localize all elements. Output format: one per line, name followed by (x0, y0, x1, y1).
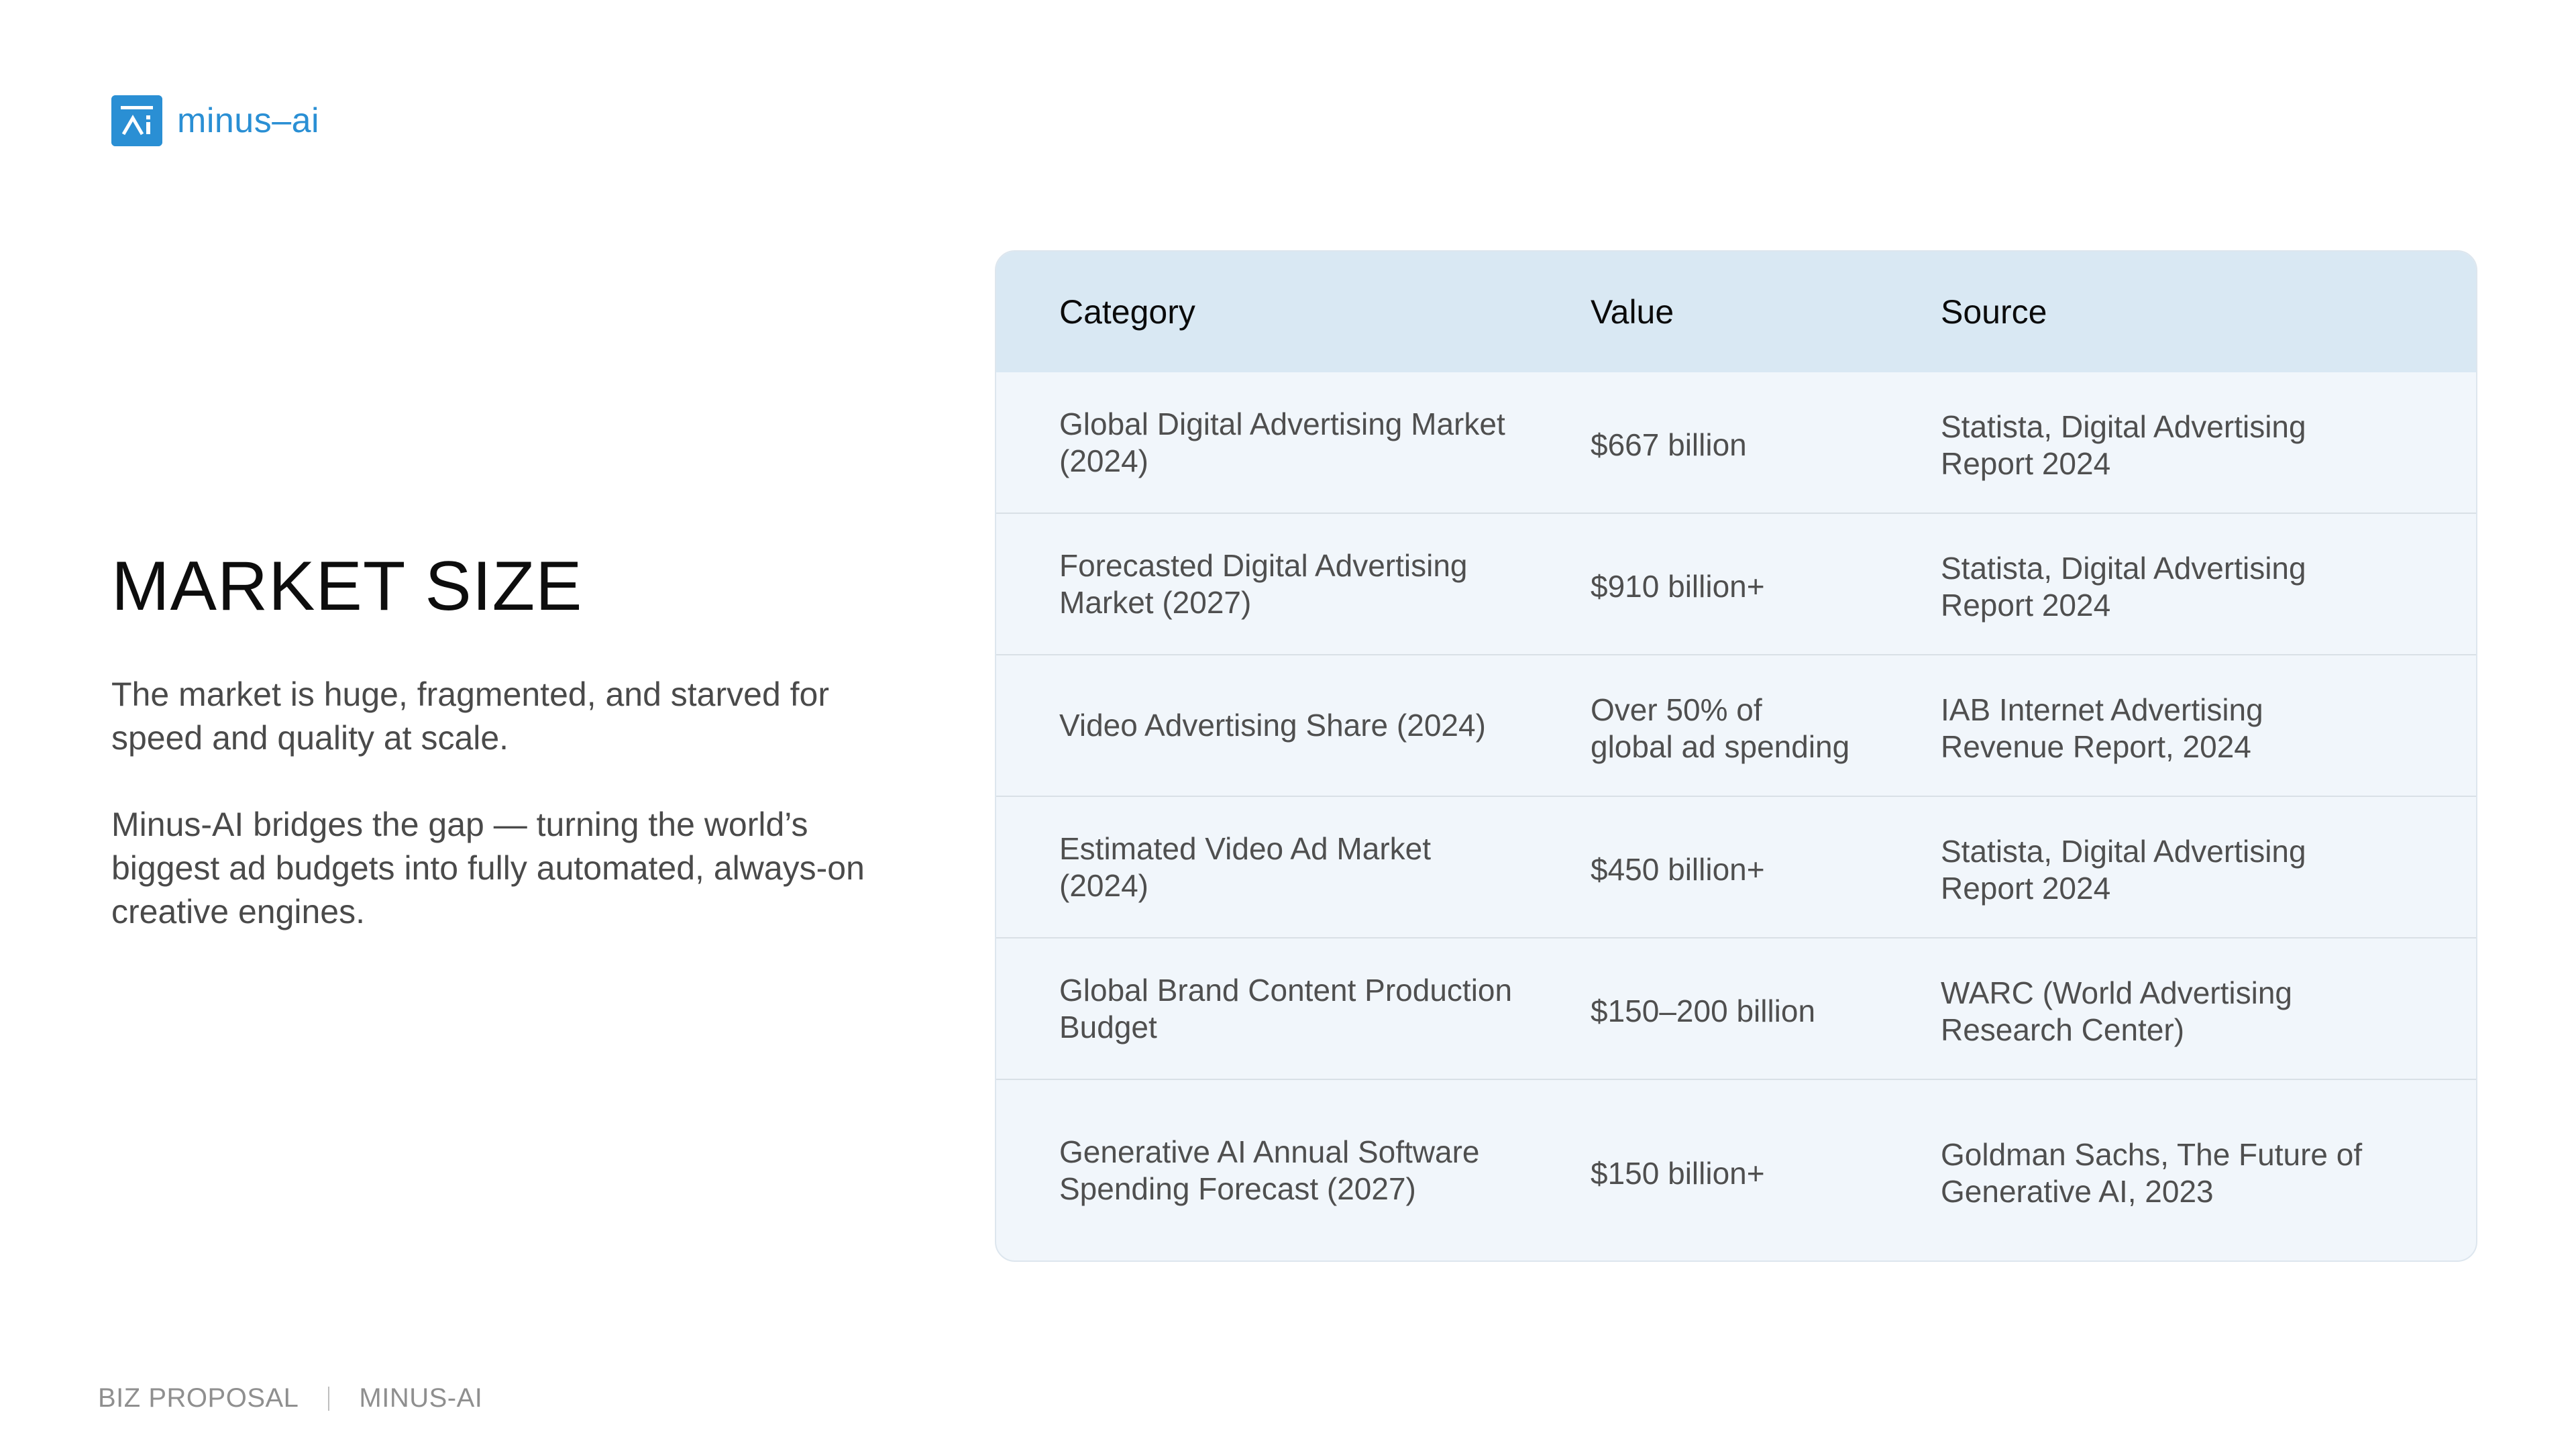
page-title: MARKET SIZE (111, 547, 583, 625)
footer-left-label: BIZ PROPOSAL (98, 1383, 299, 1413)
category-cell: Video Advertising Share (2024) (1059, 708, 1486, 743)
footer-right-label: MINUS-AI (359, 1383, 483, 1413)
table-header (996, 252, 2476, 372)
value-cell: $150 billion+ (1591, 1155, 1765, 1191)
brand-name: minus–ai (177, 101, 320, 140)
footer-divider (328, 1387, 329, 1411)
source-cell: Statista, Digital Advertising Report 2024 (1941, 409, 2306, 481)
category-cell: Forecasted Digital Advertising Market (2027) (1059, 547, 1468, 620)
intro-paragraph-1: The market is huge, fragmented, and starved for speed and quality at scale. (111, 676, 829, 757)
source-cell: Goldman Sachs, The Future of Generative AI, 2023 (1941, 1137, 2363, 1209)
value-cell: $450 billion+ (1591, 852, 1765, 887)
table-row (996, 938, 2476, 1080)
source-cell: Statista, Digital Advertising Report 2024 (1941, 550, 2306, 623)
category-cell: Generative AI Annual Software Spending Forecast (2027) (1059, 1134, 1480, 1206)
table-row (996, 514, 2476, 655)
source-cell: IAB Internet Advertising Revenue Report, 2024 (1941, 692, 2263, 764)
value-cell: Over 50% of global ad spending (1591, 692, 1850, 764)
table-row (996, 655, 2476, 797)
footer (98, 1383, 482, 1413)
value-cell: $667 billion (1591, 427, 1747, 462)
source-cell: WARC (World Advertising Research Center) (1941, 975, 2293, 1047)
minus-ai-logo-icon (111, 95, 162, 146)
intro-paragraph-2: Minus-AI bridges the gap — turning the world’s biggest ad budgets into fully automated, always-on creative engines. (111, 806, 865, 931)
table-row (996, 372, 2476, 514)
column-header-value: Value (1591, 293, 1674, 331)
category-cell: Global Brand Content Production Budget (1059, 972, 1513, 1044)
brand-logo (111, 95, 319, 146)
column-header-source: Source (1941, 293, 2047, 331)
table-row (996, 797, 2476, 938)
market-size-table (995, 250, 2477, 1262)
source-cell: Statista, Digital Advertising Report 2024 (1941, 833, 2306, 906)
category-cell: Estimated Video Ad Market (2024) (1059, 830, 1431, 903)
table-row (996, 1080, 2476, 1261)
column-header-category: Category (1059, 293, 1195, 331)
category-cell: Global Digital Advertising Market (2024) (1059, 406, 1505, 478)
value-cell: $150–200 billion (1591, 994, 1816, 1028)
intro-section (111, 547, 903, 977)
value-cell: $910 billion+ (1591, 569, 1765, 604)
